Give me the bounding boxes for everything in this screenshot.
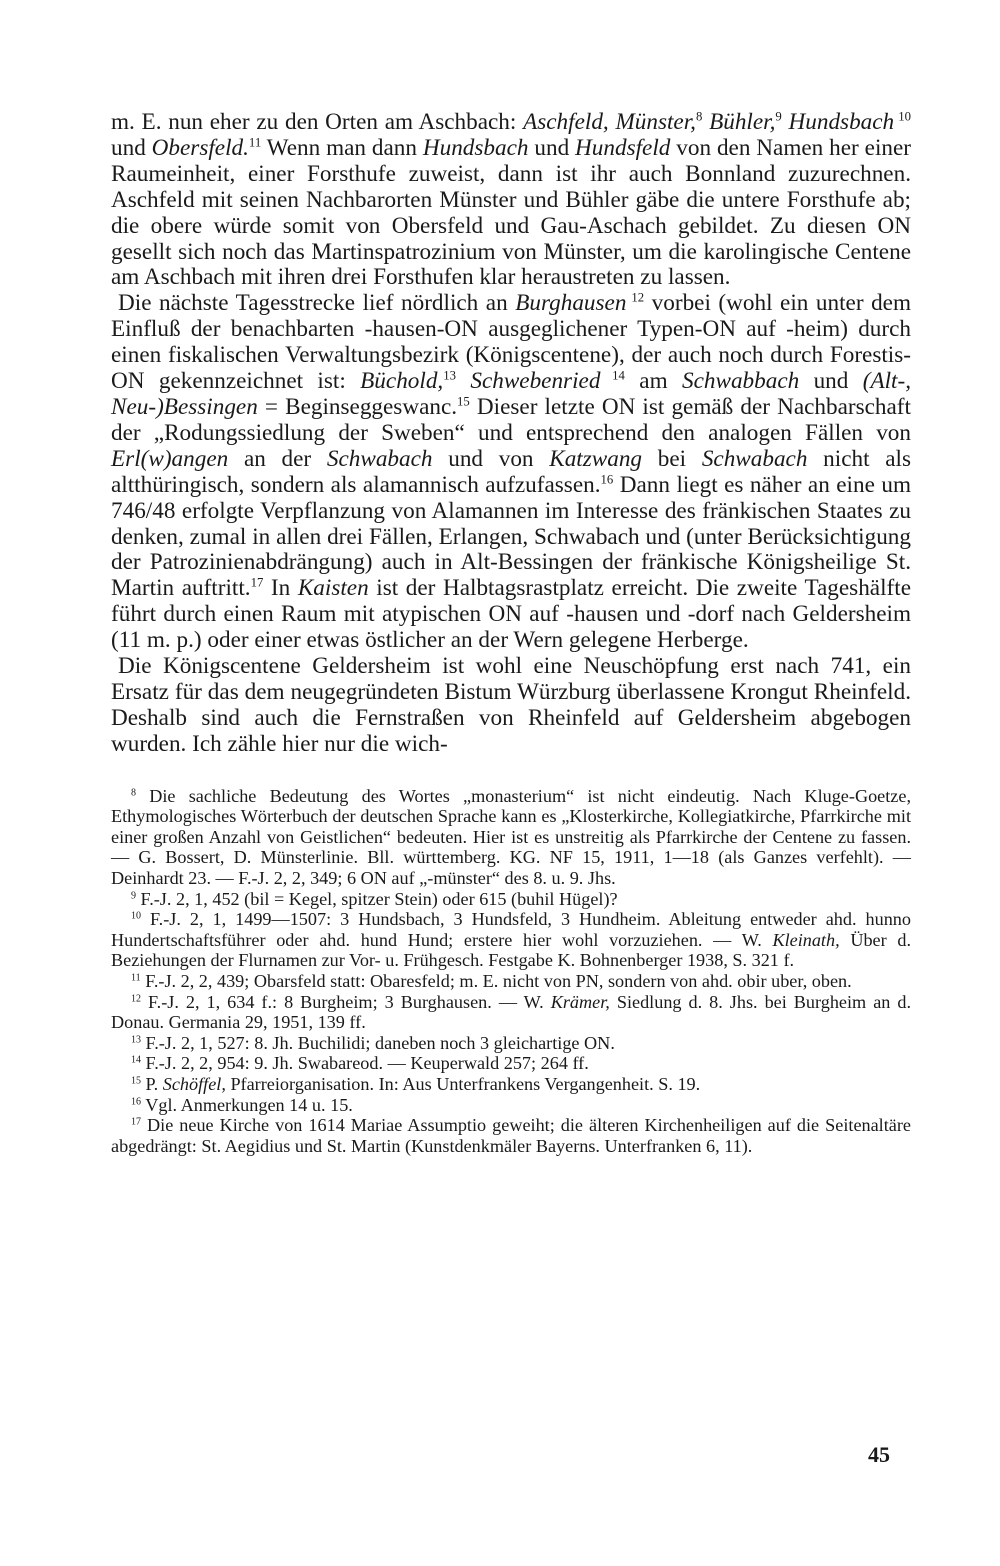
italic-text: Büchold, [360, 368, 444, 395]
footnote-marker: 11 [131, 972, 141, 984]
text-run [782, 109, 789, 135]
footnote-marker: 8 [131, 787, 136, 799]
footnote-marker: 11 [248, 135, 262, 150]
text-run: Siedlung d. 8. Jhs. bei Burgheim an d. Donau. Germania 29, 1951, 139 ff. [111, 991, 911, 1033]
text-run: vorbei (wohl ein unter dem Einfluß der benachbarten -hausen-ON ausgeglichener Typen-ON auf -heim) durch einen fiskalischen Verwaltungsbezirk (Königscentene), der auch noch durch Forestis-ON gekennzeichnet ist: [111, 290, 912, 395]
text-run: und [111, 134, 152, 161]
text-run: am [624, 368, 682, 395]
footnote [111, 1033, 911, 1054]
text-run: m. E. nun eher zu den Orten am Aschbach: [111, 109, 524, 135]
footnote-marker: 14 [600, 368, 625, 383]
italic-text: Obersfeld. [151, 134, 249, 161]
italic-text: Schöffel, [162, 1073, 226, 1094]
text-run: und [799, 368, 863, 395]
paragraph [111, 291, 911, 654]
italic-text: Aschfeld, Münster, [523, 109, 696, 135]
text-run: Dieser letzte ON ist gemäß der Nachbarschaft der „Rodungssiedlung der Sweben“ und entsprechend den analogen Fällen von [111, 393, 911, 446]
footnote [111, 971, 911, 992]
text-run: = Beginseggeswanc. [257, 393, 458, 420]
footnote-marker: 15 [457, 394, 470, 409]
text-run: Die nächste Tagesstrecke lief nördlich an [118, 290, 516, 317]
footnote [111, 909, 911, 971]
italic-text: Hundsfeld [575, 134, 671, 161]
italic-text: Bühler, [709, 109, 776, 135]
footnote-marker: 12 [131, 993, 141, 1005]
text-run: F.-J. 2, 2, 439; Obarsfeld statt: Obaresfeld; m. E. nicht von PN, sondern von ahd. obir uber, oben. [140, 971, 852, 991]
footnote [111, 1095, 911, 1116]
footnote [111, 786, 911, 889]
italic-text: Krämer, [550, 991, 610, 1012]
footnote-marker: 17 [250, 576, 264, 591]
page-number: 45 [868, 1442, 890, 1467]
italic-text: (Alt-, Neu-)Bessingen [111, 368, 912, 420]
paragraph [111, 654, 911, 758]
italic-text: Hundsbach [788, 109, 895, 135]
italic-text: Kleinath, [772, 929, 840, 950]
footnotes [111, 786, 911, 1157]
text-run: Vgl. Anmerkungen 14 u. 15. [141, 1094, 353, 1115]
footnote [111, 992, 911, 1033]
footnote-marker: 13 [131, 1034, 141, 1046]
text-run: Über d. Beziehungen der Flurnamen zur Vor- u. Frühgesch. Festgabe K. Bohnenberger 1938, S. 321 f. [111, 929, 912, 971]
text-run [456, 368, 470, 394]
footnote-marker: 13 [443, 368, 456, 383]
text-run: Pfarreiorganisation. In: Aus Unterfrankens Vergangenheit. S. 19. [225, 1073, 701, 1094]
footnote-marker: 16 [131, 1096, 141, 1108]
main-text [111, 110, 911, 758]
text-run: F.-J. 2, 1, 1499—1507: 3 Hundsbach, 3 Hundsfeld, 3 Hundheim. Ableitung entweder ahd. hunno Hundertschaftsführer oder ahd. hund Hund; erstere hier wohl vorzuziehen. — W. [111, 909, 911, 950]
text-run: Dann liegt es näher an eine um 746/48 erfolgte Verpflanzung von Alamannen im Interesse des fränkischen Staates zu denken, zumal in allen drei Fällen, Erlangen, Schwabach und (unter Berücksichtigung der Patrozinienabdrängung) auch in Alt-Bessingen der fränkische Königsheilige St. Martin auftritt. [111, 471, 911, 602]
italic-text: Burghausen [515, 290, 627, 317]
italic-text: Kaisten [297, 575, 369, 602]
text-run: nicht als altthüringisch, sondern als alamannisch aufzufassen. [111, 445, 912, 498]
footnote [111, 1074, 911, 1095]
text-run: P. [141, 1073, 163, 1094]
italic-text: Erl(w)angen [111, 445, 229, 472]
text-run: In [263, 575, 298, 602]
text-run: von den Namen her einer Raumeinheit, einer Forsthufe zuweist, dann ist ihr auch Bonnland zuzurechnen. Aschfeld mit seinen Nachbarorten Münster und Bühler gäbe die untere Forsthufe ab; die obere würde somit von Obersfeld und Gau-Aschach gebildet. Zu diesen ON gesellt sich noch das Martinspatrozinium von Münster, um die karolingische Centene am Aschbach mit ihren drei Forsthufen klar heraustreten zu lassen. [111, 134, 911, 291]
footnote [111, 1115, 911, 1156]
text-run: Die sachliche Bedeutung des Wortes „monasterium“ ist nicht eindeutig. Nach Kluge-Goetze, Ethymologisches Wörterbuch der deutschen Sprache kann es „Klosterkirche, Kollegiatkirche, Pfarrkirche mit einer großen Anzahl von Geistlichen“ bedeuten. Hier ist es unstreitig als Pfarrkirche der Centene zu fassen. — G. Bossert, D. Münsterlinie. Bll. württemberg. KG. NF 15, 1911, 1—18 (als Ganzes verfehlt). — Deinhardt 23. — F.-J. 2, 2, 349; 6 ON auf „-münster“ des 8. u. 9. Jhs. [111, 785, 911, 889]
text-run: bei [642, 445, 702, 472]
italic-text: Schwabach [701, 445, 808, 472]
text-run: F.-J. 2, 1, 527: 8. Jh. Buchilidi; daneben noch 3 gleichartige ON. [141, 1032, 615, 1053]
footnote-marker: 9 [131, 890, 136, 902]
footnote [111, 889, 911, 910]
footnote-marker: 12 [626, 291, 645, 306]
book-page [111, 110, 911, 1156]
footnote-marker: 10 [131, 910, 141, 922]
footnote-marker: 10 [894, 109, 912, 124]
text-run: und von [432, 445, 550, 472]
italic-text: Katzwang [549, 445, 643, 472]
italic-text: Schwebenried [470, 368, 601, 395]
footnote [111, 1053, 911, 1074]
text-run: ist der Halbtagsrastplatz erreicht. Die zweite Tageshälfte führt durch einen Raum mit atypischen ON auf -hausen und -dorf nach Geldersheim (11 m. p.) oder einer etwas östlicher an der Wern gelegene Herberge. [111, 575, 911, 654]
text-run: F.-J. 2, 1, 634 f.: 8 Burgheim; 3 Burghausen. — W. [141, 991, 551, 1012]
footnote-marker: 14 [131, 1054, 141, 1066]
text-run: an der [228, 445, 327, 472]
text-run: Wenn man dann [261, 134, 423, 161]
text-run: F.-J. 2, 1, 452 (bil = Kegel, spitzer Stein) oder 615 (buhil Hügel)? [136, 888, 618, 909]
footnote-marker: 8 [695, 109, 703, 124]
italic-text: Schwabach [326, 445, 433, 472]
paragraph [111, 110, 911, 291]
footnote-marker: 9 [775, 109, 782, 124]
italic-text: Schwabbach [682, 368, 800, 395]
text-run: F.-J. 2, 2, 954: 9. Jh. Swabareod. — Keuperwald 257; 264 ff. [141, 1053, 589, 1074]
italic-text: Hundsbach [422, 134, 529, 161]
footnote-marker: 16 [600, 472, 614, 487]
text-run: und [528, 134, 576, 161]
text-run: Die neue Kirche von 1614 Mariae Assumptio geweiht; die älteren Kirchenheiligen auf die Seitenaltäre abgedrängt: St. Aegidius und St. Martin (Kunstdenkmäler Bayerns. Unterfranken 6, 11). [111, 1115, 911, 1156]
footnote-marker: 17 [131, 1116, 141, 1128]
text-run: Die Königscentene Geldersheim ist wohl eine Neuschöpfung erst nach 741, ein Ersatz für das dem neugegründeten Bistum Würzburg überlassene Krongut Rheinfeld. Deshalb sind auch die Fernstraßen von Rheinfeld auf Geldersheim abgebogen wurden. Ich zähle hier nur die wich- [111, 653, 911, 757]
footnote-marker: 15 [131, 1075, 141, 1087]
